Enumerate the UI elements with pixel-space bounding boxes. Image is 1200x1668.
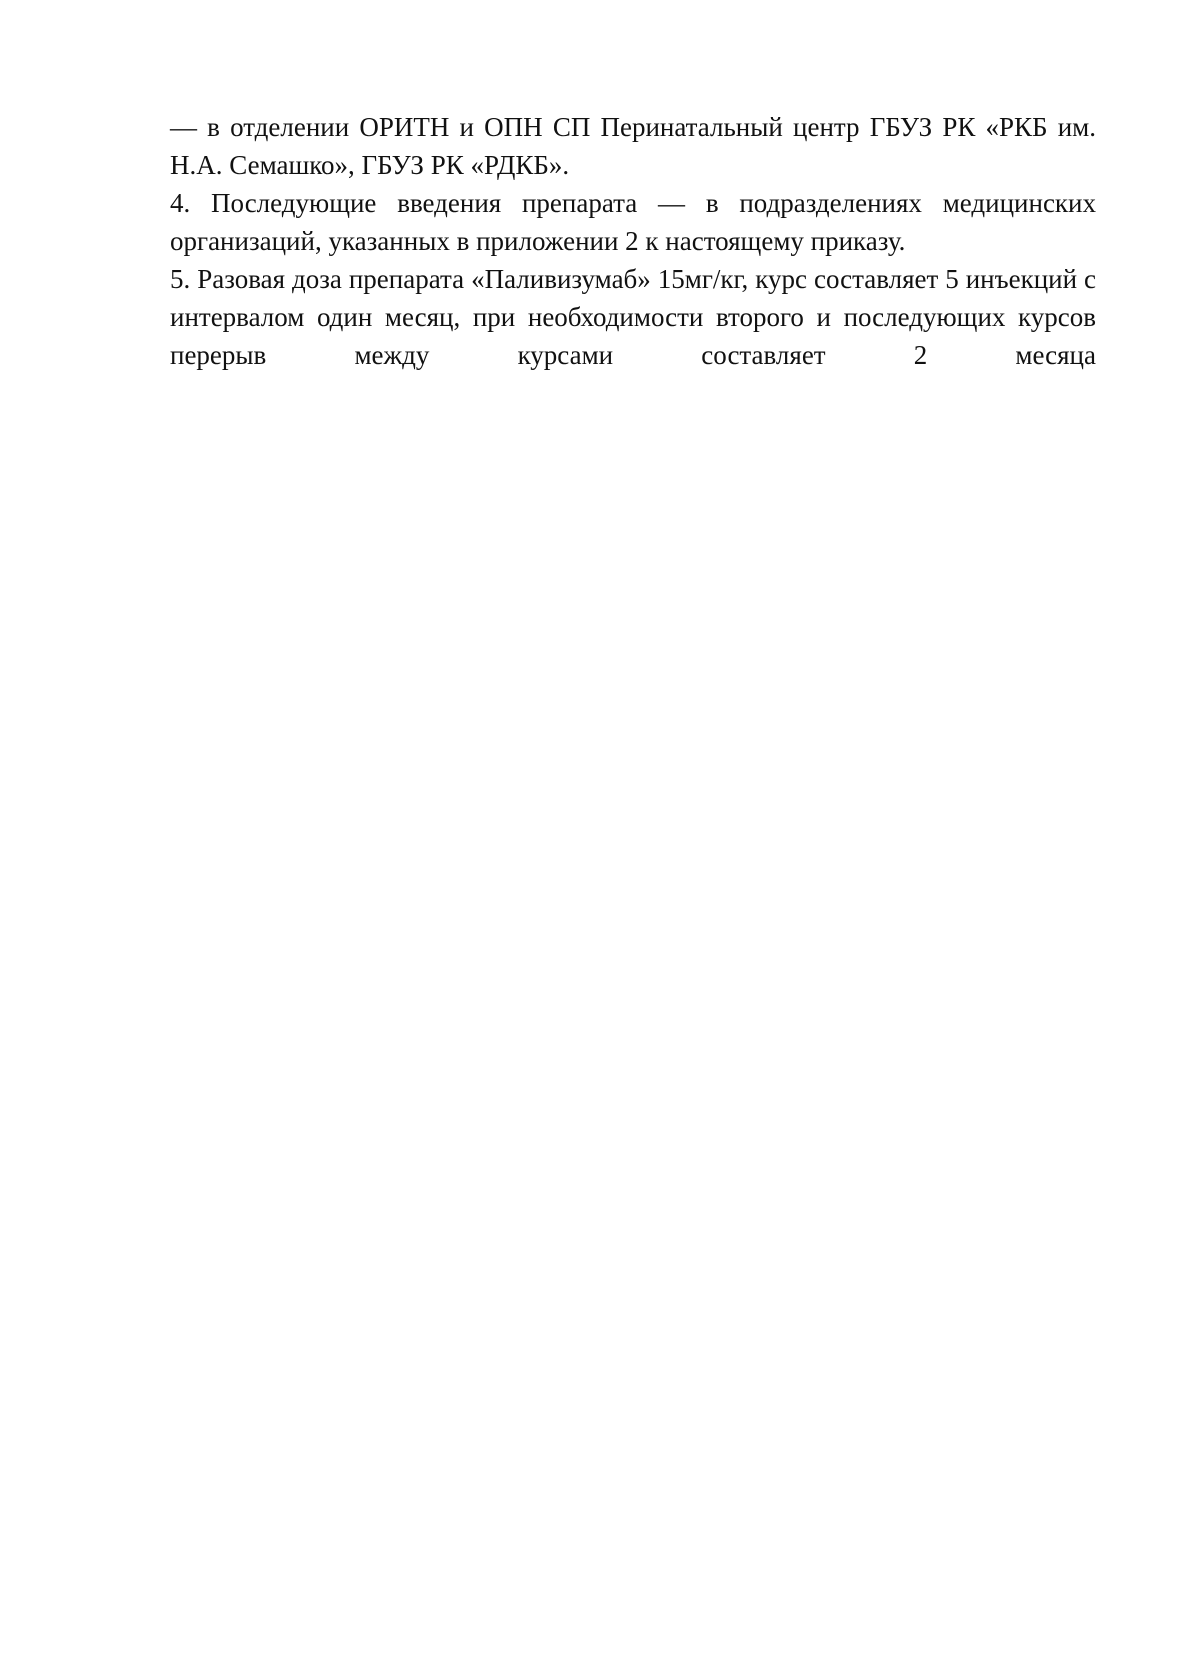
paragraph-item-4: 4. Последующие введения препарата — в подразделениях медицинских организаций, указанных в приложении 2 к настоящему приказу. xyxy=(170,188,1096,256)
paragraph-department: — в отделении ОРИТН и ОПН СП Перинатальный центр ГБУЗ РК «РКБ им. Н.А. Семашко», ГБУЗ РК «РДКБ». xyxy=(170,112,1096,180)
document-body xyxy=(170,108,1096,374)
paragraph-item-5: 5. Разовая доза препарата «Паливизумаб» 15мг/кг, курс составляет 5 инъекций с интервалом один месяц, при необходимости второго и последующих курсов перерыв между курсами составляет 2 месяца xyxy=(170,264,1096,370)
